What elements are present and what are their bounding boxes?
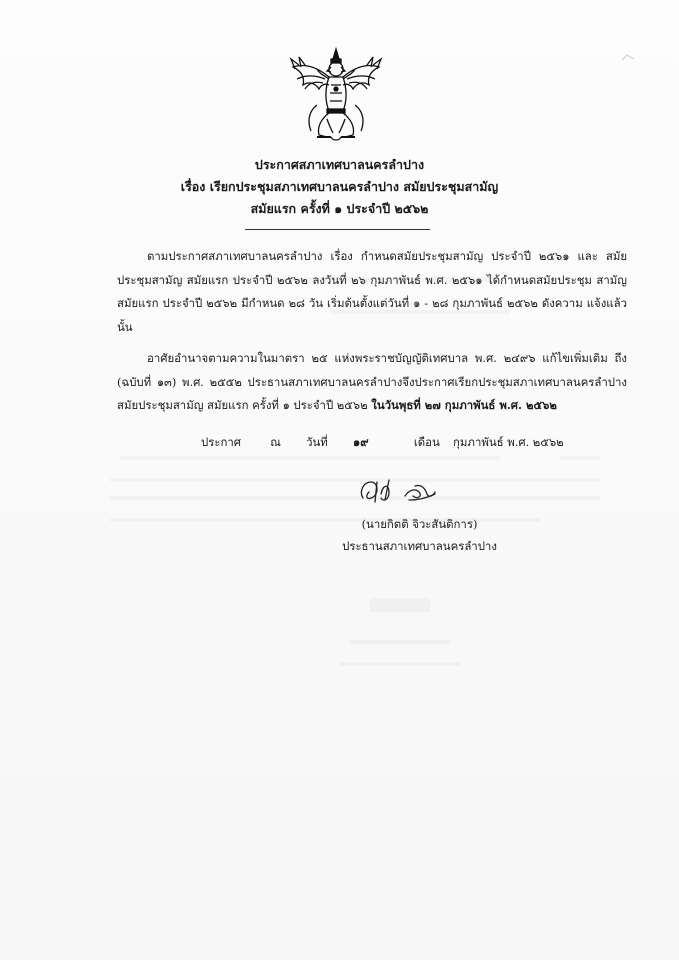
meeting-date-bold: ในวันพุธที่ ๒๗ กุมภาพันธ์ พ.ศ. ๒๕๖๒ <box>371 398 557 412</box>
bleed-through-mark <box>560 456 600 460</box>
dateline-announce: ประกาศ <box>201 435 241 449</box>
bleed-through-mark <box>110 496 600 500</box>
bleed-through-mark <box>330 310 510 314</box>
announcement-session: สมัยแรก ครั้งที่ ๑ ประจำปี ๒๕๖๒ <box>250 201 429 216</box>
dateline-day: ๑๙ <box>353 435 369 449</box>
bleed-through-mark <box>350 640 450 644</box>
bleed-through-mark <box>340 662 460 666</box>
dateline-day-label: วันที่ <box>306 435 328 449</box>
garuda-emblem-icon <box>287 45 385 145</box>
paragraph-2-text: อาศัยอำนาจตามความในมาตรา ๒๕ แห่งพระราชบัญญัติเทศบาล พ.ศ. ๒๔๙๖ แก้ไขเพิ่มเติม ถึง (ฉบับที่ ๑๓) พ.ศ. ๒๕๕๒ ประธานสภาเทศบาลนครลำปางจึงประกาศเรียกประชุมสภาเทศบาลนครลำปาง สมัยประชุมสามัญ สมัยแรก ครั้งที่ ๑ ประจำปี ๒๕๖๒ <box>117 351 627 412</box>
signatory-name: (นายกิตติ จิวะสันติการ) <box>361 517 478 531</box>
bleed-through-mark <box>120 456 500 460</box>
bleed-through-mark <box>110 518 540 522</box>
page-corner-mark-icon <box>621 52 635 62</box>
dateline-month-label: เดือน <box>413 435 440 449</box>
dateline-month-year: กุมภาพันธ์ พ.ศ. ๒๕๖๒ <box>453 435 564 449</box>
bleed-through-mark <box>150 277 500 282</box>
announcement-subject: เรื่อง เรียกประชุมสภาเทศบาลนครลำปาง สมัยประชุมสามัญ <box>180 179 499 194</box>
body-paragraph-2 <box>117 347 627 418</box>
dateline-at: ณ <box>270 435 281 449</box>
signatory-position: ประธานสภาเทศบาลนครลำปาง <box>342 539 497 553</box>
announcement-title: ประกาศสภาเทศบาลนครลำปาง <box>254 157 425 172</box>
announcement-dateline <box>201 434 564 452</box>
body-paragraph-1 <box>117 245 627 339</box>
bleed-through-mark <box>370 598 430 612</box>
handwritten-signature <box>355 470 475 508</box>
paragraph-1-text: ตามประกาศสภาเทศบาลนครลำปาง เรื่อง กำหนดสมัยประชุมสามัญ ประจำปี ๒๕๖๑ และ สมัยประชุมสามัญ สมัยแรก ประจำปี ๒๕๖๒ ลงวันที่ ๒๖ กุมภาพันธ์ พ.ศ. ๒๕๖๑ ได้กำหนดสมัยประชุม สามัญ สมัยแรก ประจำปี ๒๕๖๒ มีกำหนด ๒๘ วัน เริ่มต้นตั้งแต่วันที่ ๑ - ๒๘ กุมภาพันธ์ ๒๕๖๒ ดังความ แจ้งแล้วนั้น <box>117 249 627 334</box>
header-divider <box>245 229 430 230</box>
bleed-through-mark <box>110 478 600 482</box>
